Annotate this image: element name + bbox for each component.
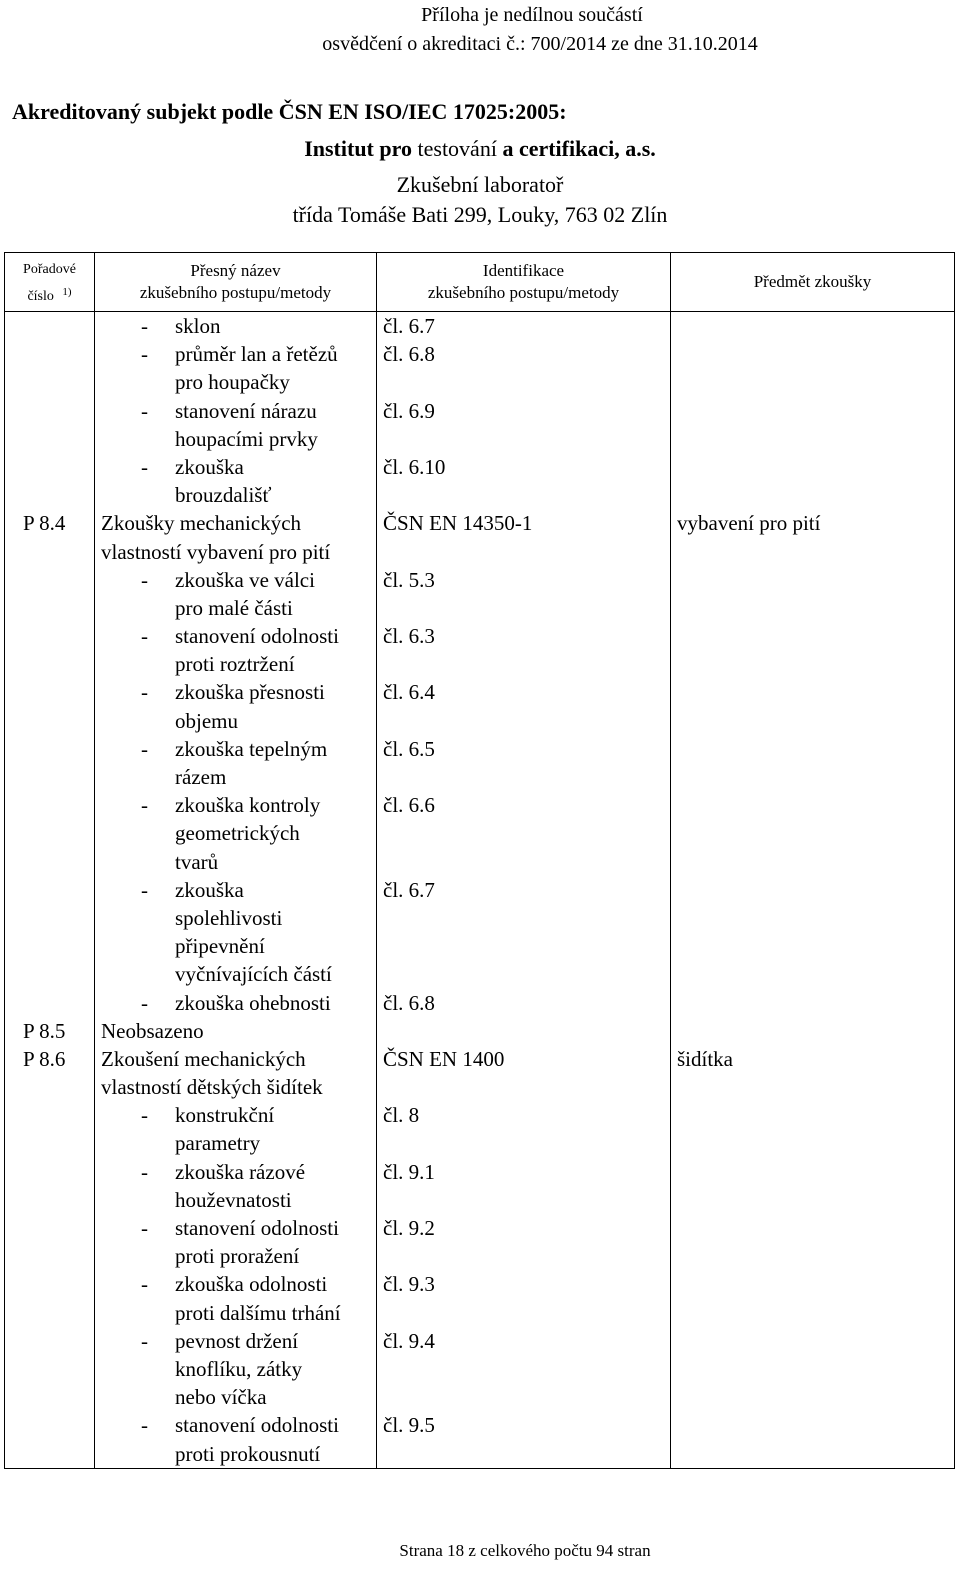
identification-spacer <box>383 1073 670 1101</box>
description-title: Zkoušení mechanických <box>101 1046 306 1071</box>
description-line: - zkouška <box>141 877 244 902</box>
identification-line: čl. 6.4 <box>383 680 435 705</box>
description-line: proti proražení <box>175 1244 300 1269</box>
col1-label-a: Pořadové <box>23 261 76 277</box>
row-number-cell <box>5 1017 95 1045</box>
identification-line: ČSN EN 1400 <box>383 1046 505 1071</box>
identification-spacer <box>383 932 670 960</box>
identification-spacer <box>383 425 670 453</box>
description-line: - stanovení odolnosti <box>141 624 339 649</box>
identification-line: čl. 5.3 <box>383 567 435 592</box>
description-line: parametry <box>175 1131 261 1156</box>
col3-label-a: Identifikace <box>482 261 565 280</box>
description-line: - stanovení odolnosti <box>141 1413 339 1438</box>
identification-spacer <box>383 707 670 735</box>
identification-spacer <box>383 650 670 678</box>
identification-spacer <box>383 1186 670 1214</box>
row-identification-cell <box>377 1017 671 1045</box>
description-line: - zkouška ve válci <box>141 567 315 592</box>
description-line: - zkouška rázové <box>141 1159 306 1184</box>
row-identification-cell <box>377 312 671 510</box>
row-number: P 8.5 <box>23 1018 66 1043</box>
header-cell-method-name <box>95 253 377 312</box>
identification-spacer <box>383 819 670 847</box>
description-line: brouzdališť <box>175 483 272 508</box>
col4-label: Předmět zkoušky <box>753 272 872 291</box>
header-cell-method-id <box>377 253 671 312</box>
institute-name-part-c: a certifikaci, a.s. <box>502 136 656 161</box>
description-line: vyčnívajících částí <box>175 962 332 987</box>
row-number: P 8.4 <box>23 511 66 536</box>
header-accredited-subject: Akreditovaný subjekt podle ČSN EN ISO/IEC 17025:2005: <box>12 99 567 124</box>
description-line: spolehlivosti <box>175 905 283 930</box>
identification-spacer <box>383 848 670 876</box>
identification-line: čl. 9.1 <box>383 1159 435 1184</box>
row-number-cell <box>5 312 95 510</box>
description-line: - zkouška kontroly <box>141 793 321 818</box>
col3-label-b: zkušebního postupu/metody <box>427 283 620 302</box>
subject-text: šidítka <box>677 1046 733 1071</box>
identification-line: čl. 6.10 <box>383 454 446 479</box>
description-line: - pevnost držení <box>141 1328 299 1353</box>
identification-spacer <box>383 1129 670 1157</box>
row-identification-cell <box>377 509 671 1016</box>
row-description-cell <box>95 312 377 510</box>
description-line: - zkouška tepelným <box>141 736 328 761</box>
identification-line: čl. 6.9 <box>383 398 435 423</box>
identification-line: čl. 9.4 <box>383 1328 435 1353</box>
row-subject-cell <box>671 509 955 1016</box>
identification-line: čl. 6.7 <box>383 877 435 902</box>
col2-label-a: Přesný název <box>190 261 281 280</box>
subject-text: vybavení pro pití <box>677 511 821 536</box>
col2-label-b: zkušebního postupu/metody <box>139 283 332 302</box>
description-line: knoflíku, zátky <box>175 1356 303 1381</box>
institute-name-part-a: Institut pro <box>304 136 412 161</box>
table-row <box>5 1045 955 1468</box>
row-description-cell <box>95 1017 377 1045</box>
description-line: proti dalšímu trhání <box>175 1300 341 1325</box>
description-title: vlastností vybavení pro pití <box>101 539 331 564</box>
table-header-row <box>5 253 955 312</box>
description-line: - průměr lan a řetězů <box>141 342 338 367</box>
table-row <box>5 509 955 1016</box>
row-number-cell <box>5 1045 95 1468</box>
row-description-cell <box>95 509 377 1016</box>
row-subject-cell <box>671 312 955 510</box>
row-number-cell <box>5 509 95 1016</box>
header-cell-number <box>5 253 95 312</box>
description-line: - zkouška přesnosti <box>141 680 325 705</box>
description-line: - zkouška ohebnosti <box>141 990 331 1015</box>
description-title: Neobsazeno <box>101 1018 204 1043</box>
col1-footnote: 1) <box>62 285 72 298</box>
identification-spacer <box>383 960 670 988</box>
identification-line: čl. 6.8 <box>383 342 435 367</box>
row-subject-cell <box>671 1045 955 1468</box>
identification-line: čl. 6.5 <box>383 736 435 761</box>
description-line: geometrických <box>175 821 300 846</box>
description-line: objemu <box>175 708 238 733</box>
description-line: pro malé části <box>175 595 293 620</box>
description-line: tvarů <box>175 849 219 874</box>
identification-spacer <box>383 904 670 932</box>
description-line: - stanovení odolnosti <box>141 1216 339 1240</box>
description-line: rázem <box>175 765 227 789</box>
table-row <box>5 1017 955 1045</box>
header-institute-name <box>0 136 960 162</box>
identification-line: čl. 9.5 <box>383 1413 435 1438</box>
description-line: proti roztržení <box>175 652 295 677</box>
identification-line: čl. 9.2 <box>383 1216 435 1240</box>
identification-line: čl. 6.8 <box>383 990 435 1015</box>
identification-spacer <box>383 594 670 622</box>
table-row <box>5 312 955 510</box>
col1-label-b: číslo <box>27 288 54 304</box>
identification-line: čl. 9.3 <box>383 1272 435 1297</box>
identification-line: čl. 8 <box>383 1103 420 1128</box>
identification-spacer <box>383 763 670 791</box>
header-cell-subject <box>671 253 955 312</box>
description-line: houpacími prvky <box>175 426 318 451</box>
row-subject-cell <box>671 1017 955 1045</box>
identification-spacer <box>383 1355 670 1383</box>
identification-spacer <box>383 538 670 566</box>
row-number: P 8.6 <box>23 1046 66 1071</box>
identification-line: ČSN EN 14350-1 <box>383 511 533 536</box>
row-description-cell <box>95 1045 377 1468</box>
header-laboratory: Zkušební laboratoř <box>396 172 564 197</box>
identification-line: čl. 6.7 <box>383 314 435 338</box>
description-title: Zkoušky mechanických <box>101 511 302 536</box>
institute-name-part-b: testování <box>412 136 503 161</box>
description-line: nebo víčka <box>175 1385 267 1410</box>
header-annex-note: Příloha je nedílnou součástí <box>421 4 643 26</box>
description-title: vlastností dětských šidítek <box>101 1075 323 1100</box>
page-footer: Strana 18 z celkového počtu 94 stran <box>399 1541 651 1560</box>
row-identification-cell <box>377 1045 671 1468</box>
header-address: třída Tomáše Bati 299, Louky, 763 02 Zlín <box>292 202 668 227</box>
description-line: proti prokousnutí <box>175 1441 321 1466</box>
description-line: - zkouška <box>141 454 244 479</box>
description-line: houževnatosti <box>175 1187 292 1212</box>
description-line: - stanovení nárazu <box>141 398 317 423</box>
accreditation-scope-table <box>4 252 955 1469</box>
identification-spacer <box>383 368 670 396</box>
identification-spacer <box>383 1383 670 1411</box>
description-line: - konstrukční <box>141 1103 275 1128</box>
description-line: pro houpačky <box>175 370 290 395</box>
description-line: - zkouška odolnosti <box>141 1272 328 1297</box>
identification-line: čl. 6.6 <box>383 793 435 818</box>
identification-spacer <box>383 1242 670 1270</box>
identification-line: čl. 6.3 <box>383 624 435 649</box>
identification-spacer <box>383 1299 670 1327</box>
description-line: připevnění <box>175 934 265 959</box>
header-accreditation-certificate: osvědčení o akreditaci č.: 700/2014 ze dne 31.10.2014 <box>322 33 758 55</box>
description-line: - sklon <box>141 314 221 338</box>
